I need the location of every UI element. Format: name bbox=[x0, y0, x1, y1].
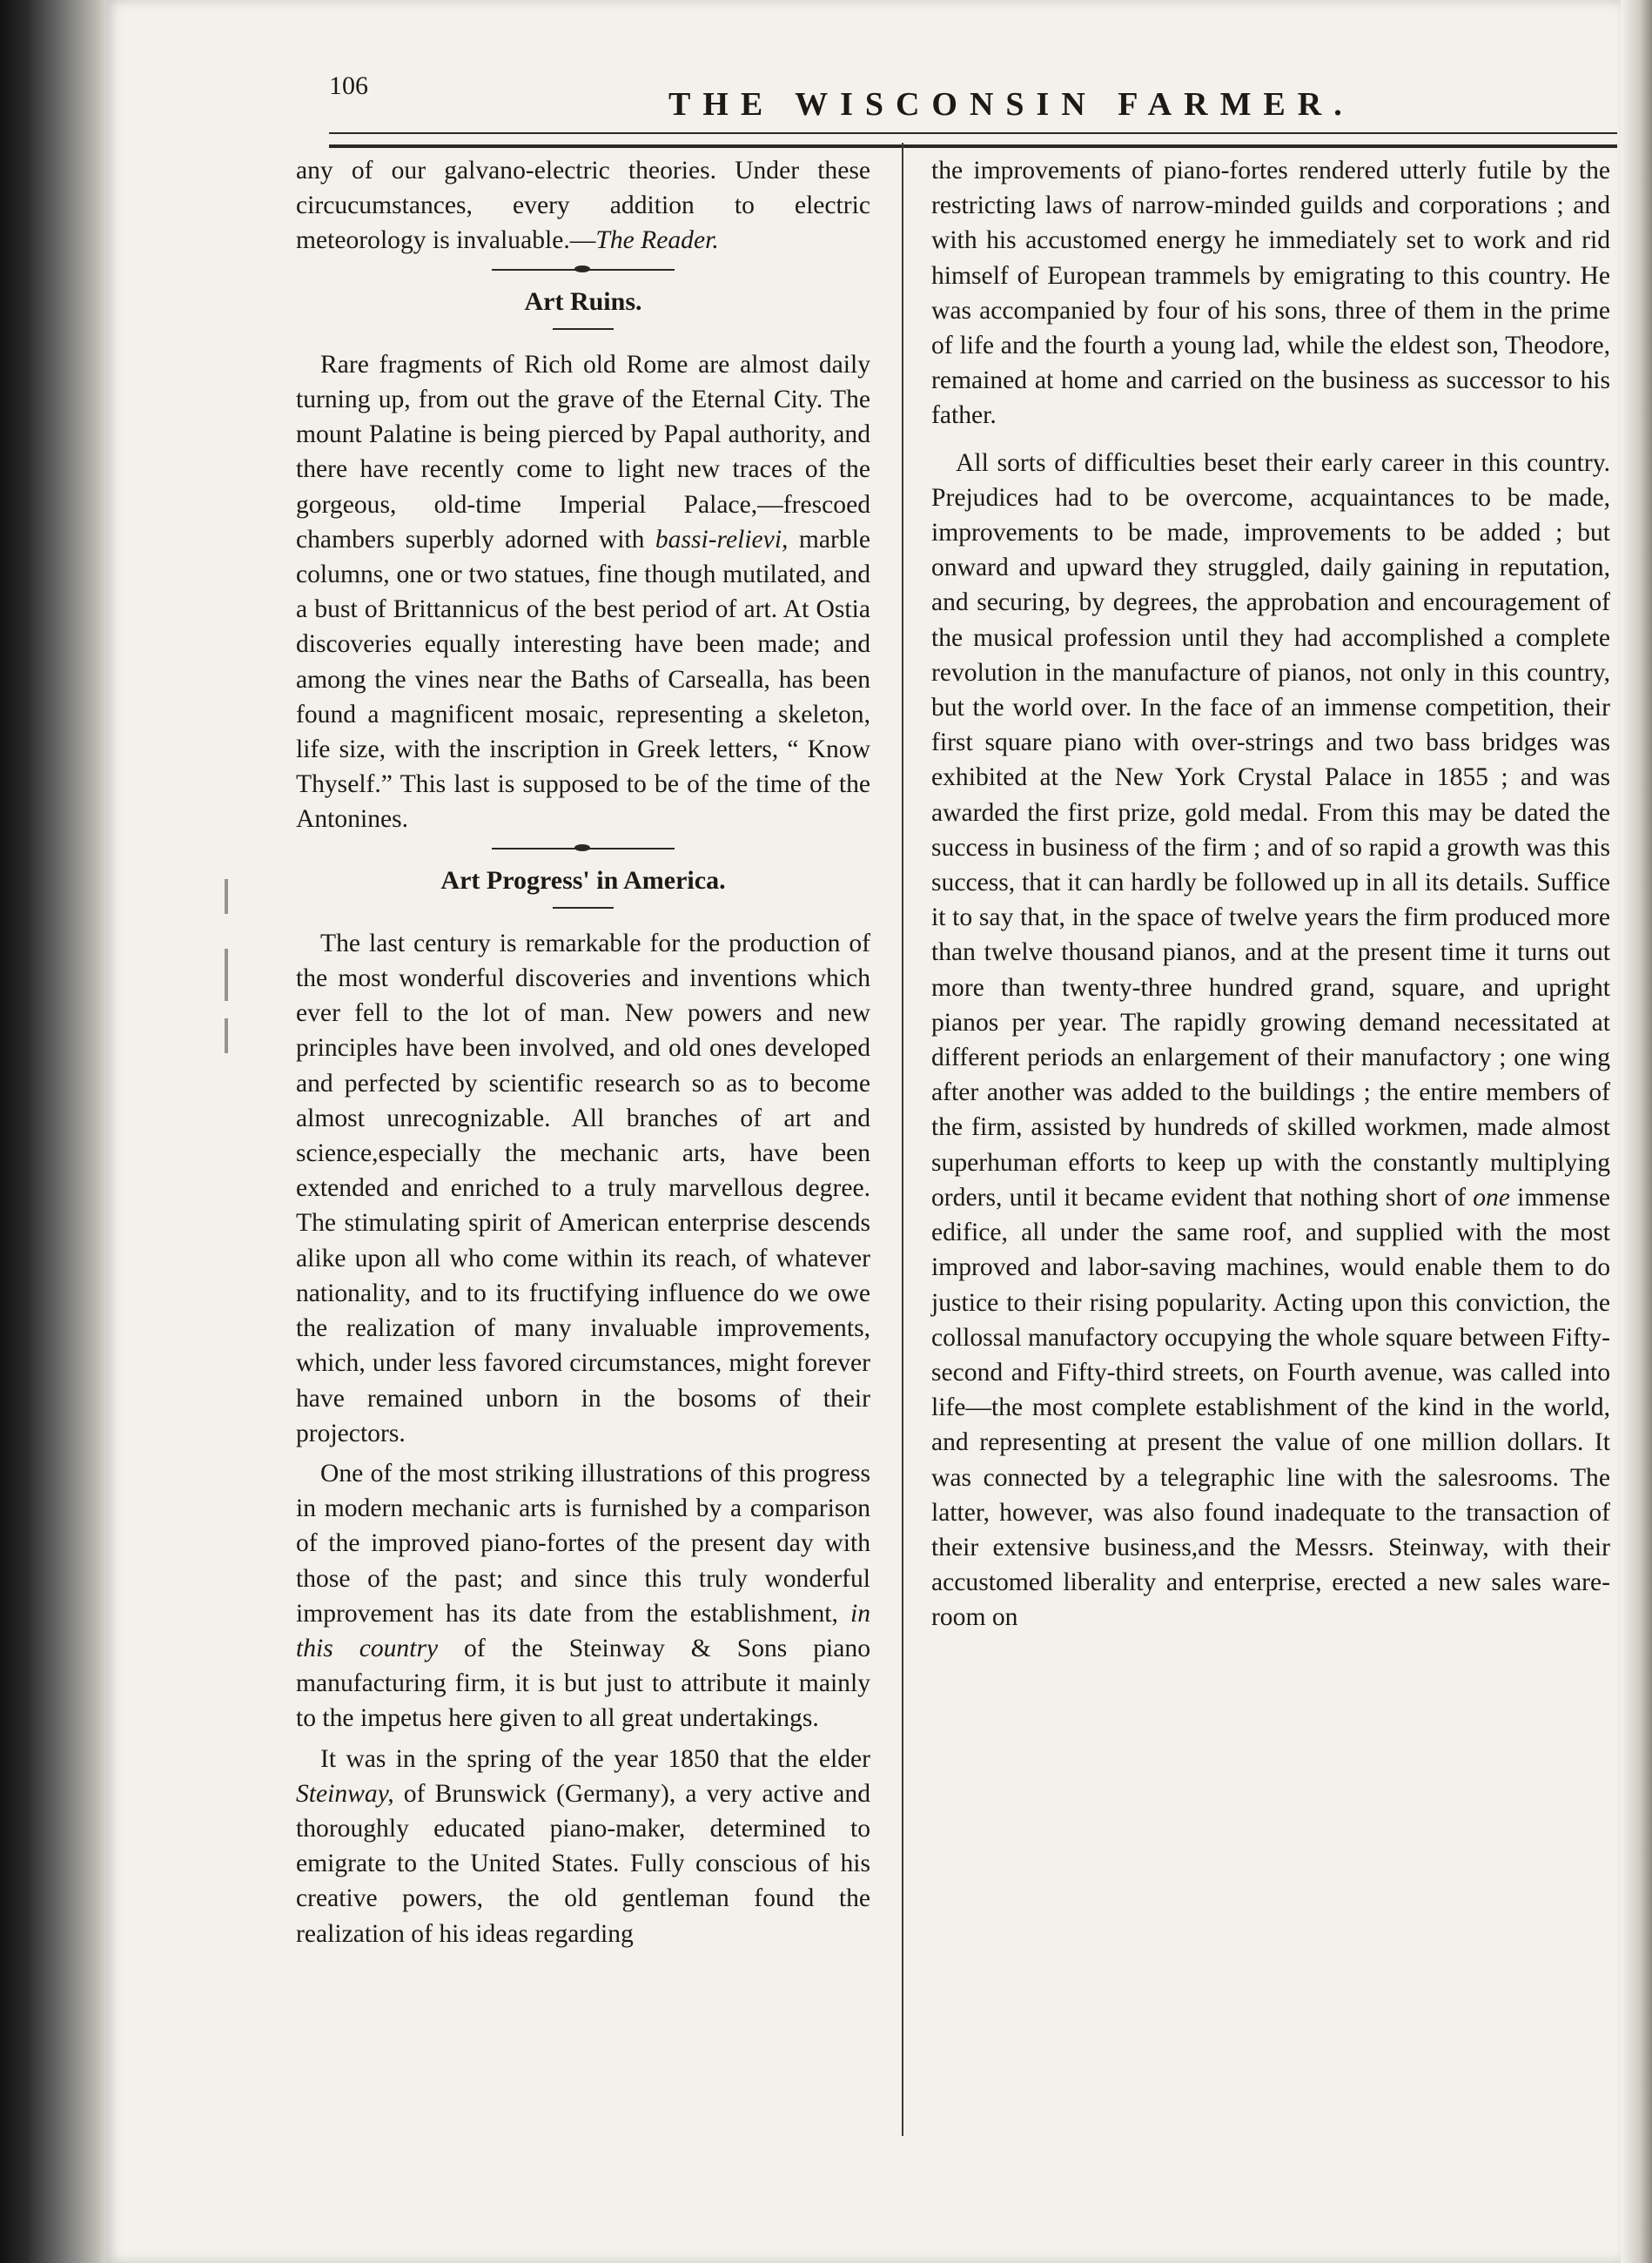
italic-term: in this country bbox=[296, 1599, 870, 1662]
column-divider bbox=[902, 143, 903, 2136]
source-credit: The Reader. bbox=[595, 226, 719, 255]
italic-term: bassi-relievi, bbox=[655, 525, 789, 554]
article-paragraph bbox=[296, 1456, 870, 1736]
section-ornament bbox=[492, 269, 675, 278]
paragraph-text: One of the most striking illustrations of this progress in modern mechanic arts is furnished by a comparison of the improved piano-fortes of the present day with those of the past; and since this truly wonderful improvement has its date from the establishment, bbox=[296, 1459, 870, 1628]
book-binding bbox=[0, 0, 106, 2263]
paragraph-text: It was in the spring of the year 1850 that the elder bbox=[320, 1744, 870, 1773]
heading-rule bbox=[553, 907, 614, 909]
page-number: 106 bbox=[329, 71, 368, 100]
article-paragraph bbox=[931, 446, 1610, 1635]
article-heading: Art Progress' in America. bbox=[440, 865, 726, 895]
article-paragraph bbox=[296, 1742, 870, 1951]
italic-term: Steinway, bbox=[296, 1779, 394, 1808]
margin-mark bbox=[225, 1018, 228, 1053]
italic-term: one bbox=[1473, 1183, 1510, 1212]
paragraph-text: immense edifice, all under the same roof, and supplied with the most improved and labor-saving machines, would enable them to do justice to their rising popularity. Acting upon this conviction, the collossal manufactory occupying the whole square between Fifty-second and Fifty-third streets, on Fourth avenue, was called into life—the most complete establishment of the kind in the world, and representing at present the value of one million dollars. It was connected by a telegraphic line with the salesrooms. The latter, however, was also found inadequate to the transaction of their extensive business,and the Messrs. Steinway, with their accustomed liberality and enterprise, erected a new sales ware-room on bbox=[931, 1183, 1611, 1632]
paragraph-text: Rare fragments of Rich old Rome are almost daily turning up, from out the grave of the Eternal City. The mount Palatine is being pierced by Papal authority, and there have recently come to light new traces of the gorgeous, old-time Imperial Palace,—frescoed chambers superbly adorned with bbox=[296, 350, 870, 554]
page-header bbox=[329, 68, 1591, 138]
paragraph-text: any of our galvano-electric theories. Under these circucumstances, every addition to electric meteorology is invaluable.— bbox=[296, 157, 870, 255]
paragraph-text: of Brunswick (Germany), a very active and thoroughly educated piano-maker, determined to emigrate to the United States. Fully conscious of his creative powers, the old gentleman found the realization of his ideas regarding bbox=[296, 1779, 870, 1948]
header-double-rule bbox=[329, 132, 1617, 148]
heading-rule bbox=[553, 328, 614, 330]
page-edge-shadow bbox=[1621, 0, 1652, 2263]
left-column bbox=[296, 153, 870, 1951]
article-paragraph bbox=[296, 347, 870, 837]
article-paragraph: The last century is remarkable for the production of the most wonderful discoveries and inventions which ever fell to the lot of man. New powers and new principles have been involved, and old ones developed and perfected by scientific research so as to become almost unrecognizable. All branches of art and science,especially the mechanic arts, have been extended and enriched to a truly marvellous degree. The stimulating spirit of American enterprise descends alike upon all who come within its reach, of whatever nationality, and to its fructifying influence do we owe the realization of many invaluable improvements, which, under less favored circumstances, might forever have remained unborn in the bosoms of their projectors. bbox=[296, 929, 870, 1447]
paragraph-text: All sorts of difficulties beset their early career in this country. Prejudices had to be overcome, acquaintances to be made, improvements to be made, improvements to be added ; but onward and upward they struggled, daily gaining in reputation, and securing, by degrees, the approbation and encouragement of the musical profession until they had accomplished a complete revolution in the manufacture of pianos, not only in this country, but the world over. In the face of an immense competition, their first square piano with over-strings and two bass bridges was exhibited at the New York Crystal Palace in 1855 ; and was awarded the first prize, gold medal. From this may be dated the success in business of the firm ; and of so rapid a growth was this success, that it can hardly be followed up in all its details. Suffice it to say that, in the space of twelve years the firm produced more than twelve thousand pianos, and at the present time it turns out more than twenty-three hundred grand, square, and upright pianos per year. The rapidly growing demand necessitated at different periods an enlargement of their manufactory ; one wing after another was added to the buildings ; the entire members of the firm, assisted by hundreds of skilled workmen, made almost superhuman efforts to keep up with the constantly multiplying orders, until it became evident that nothing short of bbox=[931, 448, 1610, 1212]
article-paragraph: the improvements of piano-fortes rendered utterly futile by the restricting laws of narrow-minded guilds and corporations ; and with his accustomed energy he immediately set to work and rid himself of European trammels by emigrating to this country. He was accompanied by four of his sons, three of them in the prime of life and the fourth a young lad, while the eldest son, Theodore, remained at home and carried on the business as successor to his father. bbox=[931, 157, 1610, 430]
paragraph-text: marble columns, one or two statues, fine though mutilated, and a bust of Brittannicus of the best period of art. At Ostia discoveries equally interesting have been made; and among the vines near the Baths of Carsealla, has been found a magnificent mosaic, representing a skeleton, life size, with the inscription in Greek letters, “ Know Thyself.” This last is supposed to be of the time of the Antonines. bbox=[296, 525, 871, 834]
continued-paragraph bbox=[296, 153, 870, 259]
right-column bbox=[931, 153, 1610, 1635]
article-heading: Art Ruins. bbox=[524, 286, 642, 316]
paragraph-text: of the Steinway & Sons piano manufacturing firm, it is but just to attribute it mainly to the impetus here given to all great undertakings. bbox=[296, 1634, 871, 1733]
section-ornament bbox=[492, 848, 675, 856]
margin-mark bbox=[225, 949, 228, 1001]
journal-title: THE WISCONSIN FARMER. bbox=[668, 86, 1354, 123]
margin-mark bbox=[225, 879, 228, 914]
